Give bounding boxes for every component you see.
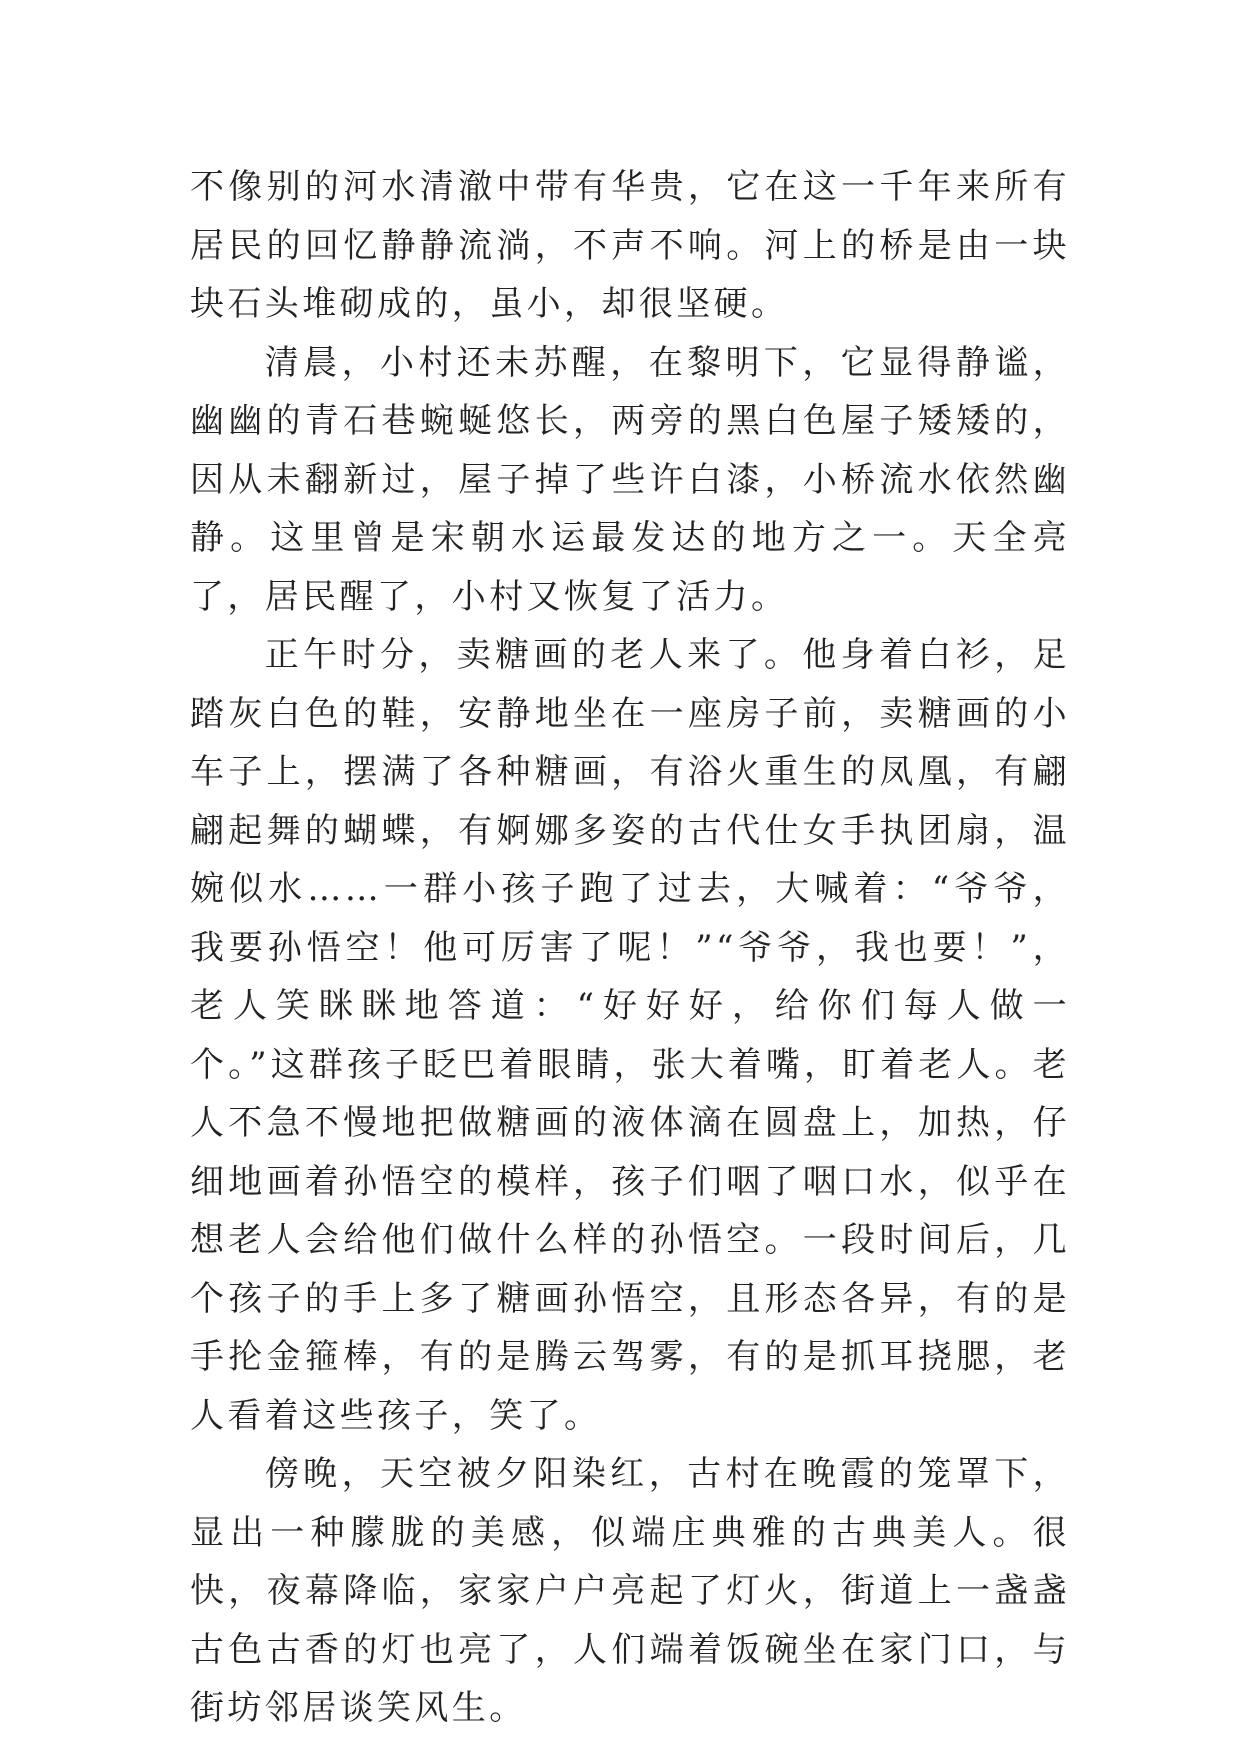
paragraph-3: 正午时分，卖糖画的老人来了。他身着白衫，足踏灰白色的鞋，安静地坐在一座房子前，卖糖画的小车子上，摆满了各种糖画，有浴火重生的凤凰，有翩翩起舞的蝴蝶，有婀娜多姿的古代仕女手执团扇，温婉似水……一群小孩子跑了过去，大喊着：“爷爷，我要孙悟空！他可厉害了呢！”“爷爷，我也要！”，老人笑眯眯地答道：“好好好，给你们每人做一个。”这群孩子眨巴着眼睛，张大着嘴，盯着老人。老人不急不慢地把做糖画的液体滴在圆盘上，加热，仔细地画着孙悟空的模样，孩子们咽了咽口水，似乎在想老人会给他们做什么样的孙悟空。一段时间后，几个孩子的手上多了糖画孙悟空，且形态各异，有的是手抡金箍棒，有的是腾云驾雾，有的是抓耳挠腮，老人看着这些孩子，笑了。	[190, 635, 1070, 1436]
paragraph-4: 傍晚，天空被夕阳染红，古村在晚霞的笼罩下，显出一种朦胧的美感，似端庄典雅的古典美人。很快，夜幕降临，家家户户亮起了灯火，街道上一盏盏古色古香的灯也亮了，人们端着饭碗坐在家门口，与街坊邻居谈笑风生。	[190, 1454, 1070, 1728]
document-body	[190, 158, 1070, 1738]
paragraph-1: 不像别的河水清澈中带有华贵，它在这一千年来所有居民的回忆静静流淌，不声不响。河上的桥是由一块块石头堆砌成的，虽小，却很坚硬。	[190, 167, 1070, 324]
paragraph-2: 清晨，小村还未苏醒，在黎明下，它显得静谧，幽幽的青石巷蜿蜒悠长，两旁的黑白色屋子矮矮的，因从未翻新过，屋子掉了些许白漆，小桥流水依然幽静。这里曾是宋朝水运最发达的地方之一。天全亮了，居民醒了，小村又恢复了活力。	[190, 342, 1070, 617]
